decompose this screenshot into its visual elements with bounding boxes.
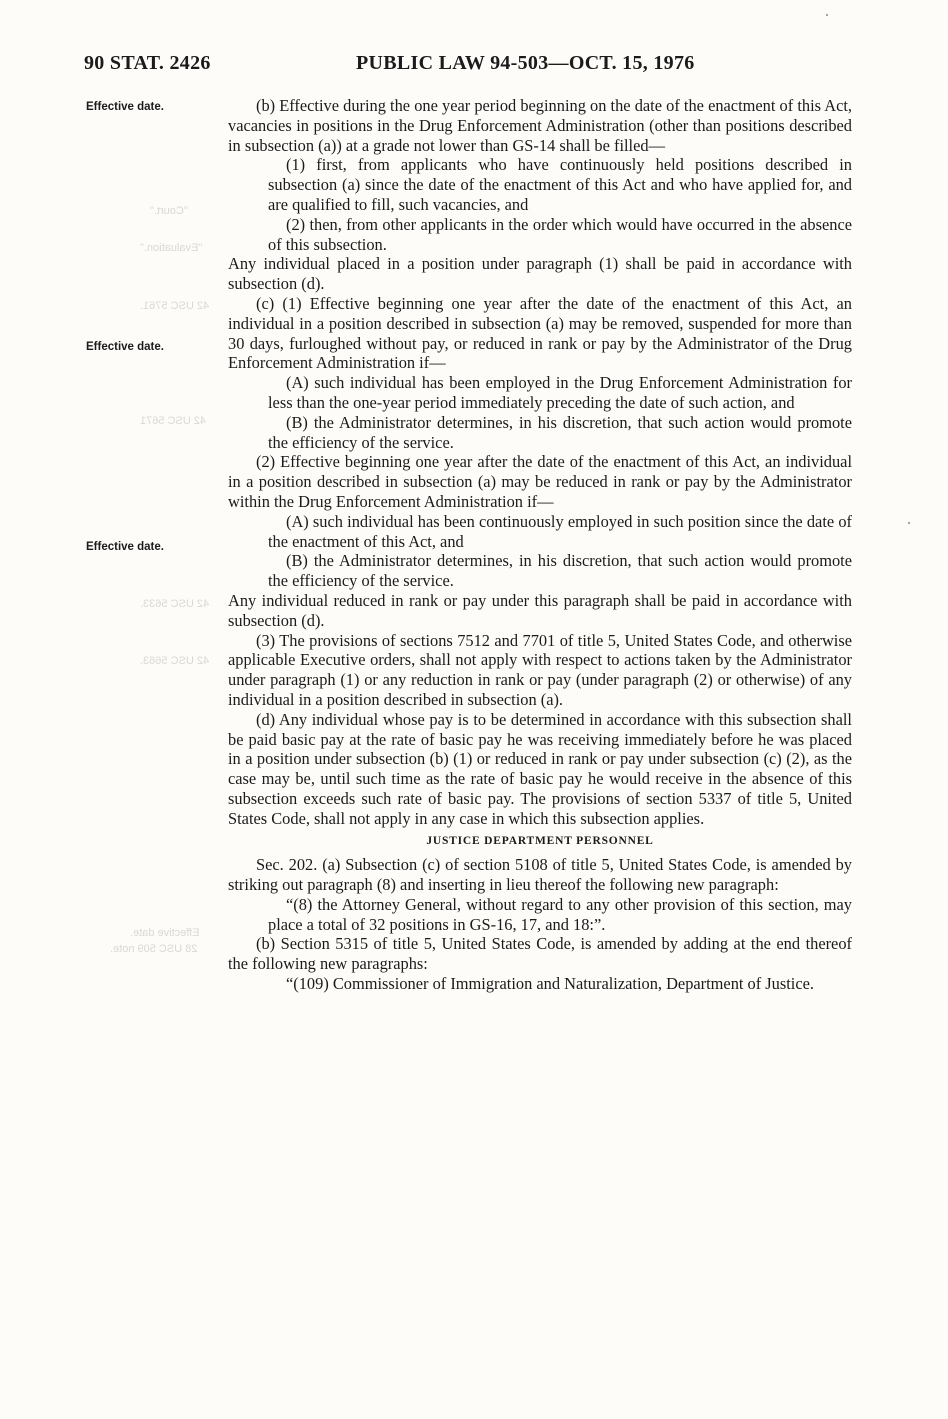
margin-note: Effective date. xyxy=(86,541,164,553)
paragraph: (A) such individual has been continuously employed in such position since the date of the enactment of this Act, and xyxy=(268,511,852,551)
paragraph: (b) Effective during the one year period beginning on the date of the enactment of this Act, vacancies in positions in the Drug Enforcement Administration (other than positions described in subsection (a)) at a grade not lower than GS-14 shall be filled— xyxy=(228,96,852,155)
paragraph: (B) the Administrator determines, in his discretion, that such action would promote the efficiency of the service. xyxy=(268,412,852,452)
bleed-through-mark: 42 USC 5761. xyxy=(140,300,210,312)
paragraph: (b) Section 5315 of title 5, United States Code, is amended by adding at the end thereof the following new paragraphs: xyxy=(228,934,852,974)
scan-speck xyxy=(908,522,910,524)
paragraph: (c) (1) Effective beginning one year after the date of the enactment of this Act, an individual in a position described in subsection (a) may be removed, suspended for more than 30 days, furloughed without pay, or reduced in rank or pay by the Administrator of the Drug Enforcement Administration if— xyxy=(228,293,852,373)
paragraph: Any individual reduced in rank or pay under this paragraph shall be paid in accordance with subsection (d). xyxy=(228,590,852,630)
bleed-through-mark: 42 USC 5633. xyxy=(140,598,210,610)
bleed-through-mark: 42 USC 5663. xyxy=(140,655,210,667)
paragraph: (1) first, from applicants who have continuously held positions described in subsection (a) since the date of the enactment of this Act and who have applied for, and are qualified to fill, such vacancies, and xyxy=(268,155,852,214)
bleed-through-mark: Effective date. xyxy=(130,927,200,939)
paragraph: Sec. 202. (a) Subsection (c) of section 5108 of title 5, United States Code, is amended by striking out paragraph (8) and inserting in lieu thereof the following new paragraph: xyxy=(228,855,852,895)
paragraph: Any individual placed in a position under paragraph (1) shall be paid in accordance with subsection (d). xyxy=(228,254,852,294)
section-heading: JUSTICE DEPARTMENT PERSONNEL xyxy=(426,835,654,848)
paragraph: (d) Any individual whose pay is to be determined in accordance with this subsection shall be paid basic pay at the rate of basic pay he was receiving immediately before he was placed in a position under subsection (b) (1) or reduced in rank or pay under subsection (c) (2), as the case may be, until such time as the rate of basic pay he would receive in the absence of this subsection exceeds such rate of basic pay. The provisions of section 5337 of title 5, United States Code, shall not apply in any case in which this subsection applies. xyxy=(228,709,852,828)
paragraph: (3) The provisions of sections 7512 and 7701 of title 5, United States Code, and otherwise applicable Executive orders, shall not apply with respect to actions taken by the Administrator under paragraph (1) or any reduction in rank or pay (under paragraph (2) or otherwise) of any individual in a position described in subsection (a). xyxy=(228,630,852,709)
paragraph: (B) the Administrator determines, in his discretion, that such action would promote the efficiency of the service. xyxy=(268,551,852,591)
document-body xyxy=(228,96,852,994)
margin-note: Effective date. xyxy=(86,101,164,113)
bleed-through-mark: "Court." xyxy=(150,205,188,217)
paragraph: “(8) the Attorney General, without regard to any other provision of this section, may place a total of 32 positions in GS-16, 17, and 18:”. xyxy=(268,894,852,934)
bleed-through-mark: "Evaluation." xyxy=(140,242,203,254)
paragraph: (A) such individual has been employed in the Drug Enforcement Administration for less than the one-year period immediately preceding the date of such action, and xyxy=(268,373,852,412)
public-law-title: PUBLIC LAW 94-503—OCT. 15, 1976 xyxy=(356,52,695,74)
bleed-through-mark: 28 USC 509 note. xyxy=(110,943,198,955)
paragraph: (2) then, from other applicants in the order which would have occurred in the absence of this subsection. xyxy=(268,214,852,254)
paragraph: (2) Effective beginning one year after the date of the enactment of this Act, an individual in a position described in subsection (a) may be reduced in rank or pay by the Administrator within the Drug Enforcement Administration if— xyxy=(228,452,852,511)
bleed-through-mark: 42 USC 5671 xyxy=(140,415,207,427)
scan-speck xyxy=(826,14,828,16)
paragraph: “(109) Commissioner of Immigration and Naturalization, Department of Justice. xyxy=(286,974,815,994)
margin-note: Effective date. xyxy=(86,341,164,353)
page-header xyxy=(84,52,850,82)
statute-page-number: 90 STAT. 2426 xyxy=(84,52,211,74)
